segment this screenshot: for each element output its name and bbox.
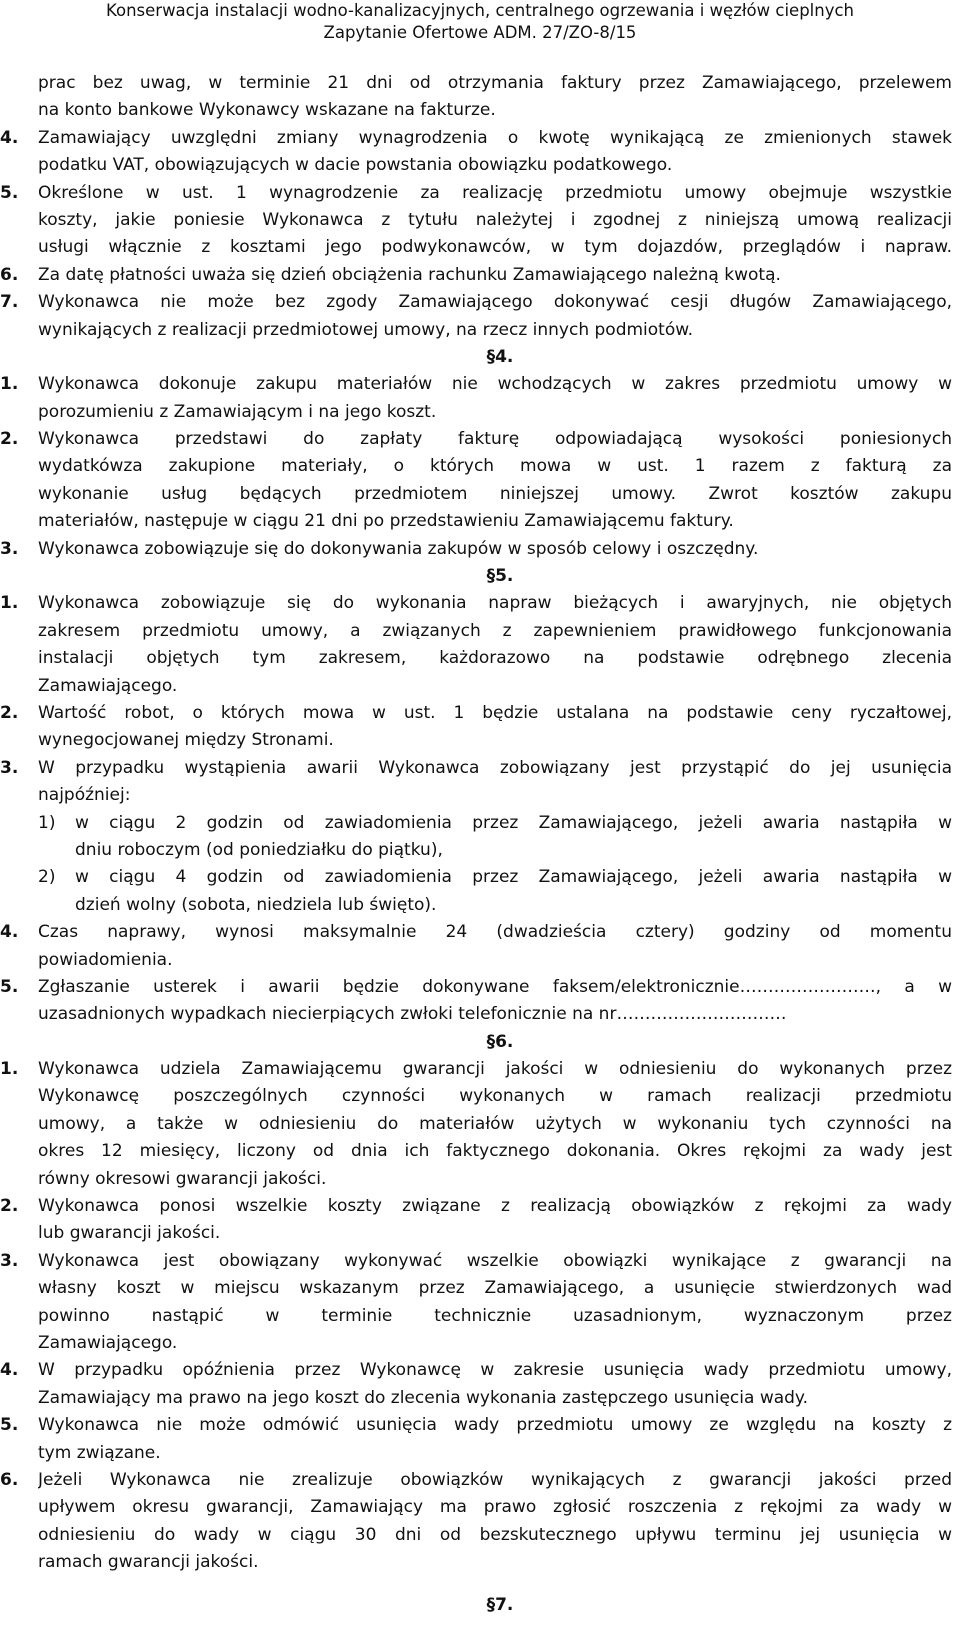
line-text: Wykonawca dokonuje zakupu materiałów nie wchodzących w zakres przedmiotu umowy w bbox=[38, 374, 952, 395]
line-text: Czas naprawy, wynosi maksymalnie 24 (dwadzieścia cztery) godziny od momentu bbox=[38, 922, 952, 943]
item-number: 4. bbox=[0, 1360, 19, 1381]
paragraph-line bbox=[0, 371, 960, 398]
section-heading: §7. bbox=[486, 1595, 514, 1616]
header-reference: Zapytanie Ofertowe ADM. 27/ZO-8/15 bbox=[323, 23, 637, 42]
paragraph-line bbox=[0, 1549, 960, 1576]
paragraph-line bbox=[0, 782, 960, 809]
line-text: odniesieniu do wady w ciągu 30 dni od bezskutecznego upływu terminu jej usunięcia w bbox=[38, 1524, 952, 1545]
paragraph-line bbox=[0, 317, 960, 344]
paragraph-line bbox=[0, 1056, 960, 1083]
header-title: Konserwacja instalacji wodno-kanalizacyjnych, centralnego ogrzewania i węzłów cieplnych bbox=[105, 1, 855, 20]
line-text: własny koszt w miejscu wskazanym przez Zamawiającego, a usunięcie stwierdzonych wad bbox=[38, 1278, 952, 1299]
paragraph-line bbox=[0, 1220, 960, 1247]
paragraph-line bbox=[0, 1494, 960, 1521]
line-text: w ciągu 4 godzin od zawiadomienia przez Zamawiającego, jeżeli awaria nastąpiła w bbox=[75, 867, 952, 888]
item-number: 2. bbox=[0, 1196, 19, 1217]
paragraph-line bbox=[0, 262, 960, 289]
paragraph-line bbox=[0, 673, 960, 700]
line-text: instalacji objętych tym zakresem, każdorazowo na podstawie odrębnego zlecenia bbox=[38, 648, 952, 669]
section-heading: §4. bbox=[486, 346, 514, 367]
document-body bbox=[0, 70, 960, 1620]
page-header bbox=[0, 0, 960, 44]
line-text: w ciągu 2 godzin od zawiadomienia przez Zamawiającego, jeżeli awaria nastąpiła w bbox=[75, 812, 952, 833]
line-text: Zamawiający uwzględni zmiany wynagrodzenia o kwotę wynikającą ze zmienionych stawek bbox=[38, 127, 952, 148]
item-number: 1. bbox=[0, 1059, 19, 1080]
line-text: upływem okresu gwarancji, Zamawiający ma prawo zgłosić roszczenia z rękojmi za wady w bbox=[38, 1497, 952, 1518]
paragraph-line bbox=[0, 508, 960, 535]
paragraph-line bbox=[0, 700, 960, 727]
paragraph-line bbox=[0, 755, 960, 782]
paragraph-line bbox=[0, 645, 960, 672]
paragraph-line bbox=[0, 453, 960, 480]
item-number: 1. bbox=[0, 374, 19, 395]
line-text: Określone w ust. 1 wynagrodzenie za realizację przedmiotu umowy obejmuje wszystkie bbox=[38, 182, 952, 203]
paragraph-line bbox=[0, 1083, 960, 1110]
line-text: zakresem przedmiotu umowy, a związanych z zapewnieniem prawidłowego funkcjonowania bbox=[38, 620, 952, 641]
paragraph-line bbox=[0, 180, 960, 207]
line-text: Wartość robot, o których mowa w ust. 1 będzie ustalana na podstawie ceny ryczałtowej, bbox=[38, 702, 952, 723]
item-number: 3. bbox=[0, 1250, 19, 1271]
paragraph-line bbox=[0, 1330, 960, 1357]
line-text: dniu roboczym (od poniedziałku do piątku), bbox=[75, 839, 443, 860]
item-number: 5. bbox=[0, 182, 19, 203]
line-text: na konto bankowe Wykonawcy wskazane na fakturze. bbox=[38, 100, 496, 121]
paragraph-line bbox=[0, 1440, 960, 1467]
line-text: okres 12 miesięcy, liczony od dnia ich faktycznego dokonania. Okres rękojmi za wady jest bbox=[38, 1141, 952, 1162]
line-text: Wykonawca nie może odmówić usunięcia wady przedmiotu umowy ze względu na koszty z bbox=[38, 1415, 952, 1436]
line-text: wydatkówza zakupione materiały, o których mowa w ust. 1 razem z fakturą za bbox=[38, 456, 952, 477]
line-text: ramach gwarancji jakości. bbox=[38, 1552, 259, 1573]
line-text: wynegocjowanej między Stronami. bbox=[38, 730, 334, 751]
paragraph-line bbox=[0, 618, 960, 645]
paragraph-line bbox=[0, 1001, 960, 1028]
paragraph-line bbox=[0, 97, 960, 124]
paragraph-line bbox=[0, 1357, 960, 1384]
line-text: powiadomienia. bbox=[38, 949, 173, 970]
line-text: wynikających z realizacji przedmiotowej umowy, na rzecz innych podmiotów. bbox=[38, 319, 693, 340]
sub-item-number: 2) bbox=[38, 867, 56, 888]
paragraph-line bbox=[0, 70, 960, 97]
line-text: Jeżeli Wykonawca nie zrealizuje obowiązków wynikających z gwarancji jakości przed bbox=[38, 1469, 952, 1490]
line-text: Za datę płatności uważa się dzień obciążenia rachunku Zamawiającego należną kwotą. bbox=[38, 264, 781, 285]
paragraph-line bbox=[0, 974, 960, 1001]
paragraph-line bbox=[0, 536, 960, 563]
paragraph-line bbox=[0, 1275, 960, 1302]
line-text: równy okresowi gwarancji jakości. bbox=[38, 1168, 327, 1189]
line-text: Zamawiającego. bbox=[38, 1332, 178, 1353]
section-heading: §6. bbox=[486, 1031, 514, 1052]
line-text: Wykonawcę poszczególnych czynności wykonanych w ramach realizacji przedmiotu bbox=[38, 1086, 952, 1107]
item-number: 3. bbox=[0, 757, 19, 778]
paragraph-line bbox=[0, 919, 960, 946]
paragraph-line bbox=[0, 1385, 960, 1412]
paragraph-line bbox=[0, 1303, 960, 1330]
paragraph-line bbox=[0, 727, 960, 754]
paragraph-line bbox=[0, 1111, 960, 1138]
paragraph-line bbox=[0, 590, 960, 617]
line-text: wykonanie usług będących przedmiotem niniejszej umowy. Zwrot kosztów zakupu bbox=[38, 483, 952, 504]
sub-item-line bbox=[0, 864, 960, 891]
sub-item-line bbox=[0, 810, 960, 837]
line-text: Wykonawca nie może bez zgody Zamawiającego dokonywać cesji długów Zamawiającego, bbox=[38, 292, 952, 313]
line-text: Wykonawca udziela Zamawiającemu gwarancji jakości w odniesieniu do wykonanych przez bbox=[38, 1059, 952, 1080]
paragraph-line bbox=[0, 234, 960, 261]
line-text: uzasadnionych wypadkach niecierpiących zwłoki telefonicznie na nr………………………… bbox=[38, 1004, 787, 1025]
line-text: prac bez uwag, w terminie 21 dni od otrzymania faktury przez Zamawiającego, przelewem bbox=[38, 73, 952, 93]
paragraph-line bbox=[0, 947, 960, 974]
paragraph-line bbox=[0, 426, 960, 453]
item-number: 1. bbox=[0, 593, 19, 614]
paragraph-line bbox=[0, 399, 960, 426]
line-text: umowy, a także w odniesieniu do materiałów użytych w wykonaniu tych czynności na bbox=[38, 1113, 952, 1134]
line-text: tym związane. bbox=[38, 1442, 161, 1463]
line-text: najpóźniej: bbox=[38, 785, 131, 806]
line-text: Wykonawca ponosi wszelkie koszty związane z realizacją obowiązków z rękojmi za wady bbox=[38, 1196, 952, 1217]
line-text: dzień wolny (sobota, niedziela lub święto). bbox=[75, 894, 437, 915]
paragraph-line bbox=[0, 1412, 960, 1439]
line-text: porozumieniu z Zamawiającym i na jego koszt. bbox=[38, 401, 437, 422]
paragraph-line bbox=[0, 1248, 960, 1275]
paragraph-line bbox=[0, 481, 960, 508]
line-text: koszty, jakie poniesie Wykonawca z tytułu należytej i zgodnej z niniejszą umową realizacji bbox=[38, 209, 952, 230]
paragraph-line bbox=[0, 125, 960, 152]
item-number: 5. bbox=[0, 976, 19, 997]
paragraph-line bbox=[0, 1467, 960, 1494]
line-text: Zamawiającego. bbox=[38, 675, 178, 696]
item-number: 4. bbox=[0, 127, 19, 148]
paragraph-line bbox=[0, 1138, 960, 1165]
line-text: Wykonawca zobowiązuje się do dokonywania zakupów w sposób celowy i oszczędny. bbox=[38, 538, 759, 559]
line-text: podatku VAT, obowiązujących w dacie powstania obowiązku podatkowego. bbox=[38, 155, 673, 176]
line-text: Wykonawca jest obowiązany wykonywać wszelkie obowiązki wynikające z gwarancji na bbox=[38, 1250, 952, 1271]
line-text: materiałów, następuje w ciągu 21 dni po przedstawieniu Zamawiającemu faktury. bbox=[38, 511, 734, 532]
paragraph-line bbox=[0, 289, 960, 316]
item-number: 3. bbox=[0, 538, 19, 559]
blank-space bbox=[0, 1576, 960, 1592]
line-text: Wykonawca przedstawi do zapłaty fakturę odpowiadającą wysokości poniesionych bbox=[38, 429, 952, 450]
line-text: Zamawiający ma prawo na jego koszt do zlecenia wykonania zastępczego usunięcia wady. bbox=[38, 1387, 808, 1408]
section-heading: §5. bbox=[486, 566, 514, 587]
item-number: 7. bbox=[0, 292, 19, 313]
paragraph-line bbox=[0, 1166, 960, 1193]
item-number: 5. bbox=[0, 1415, 19, 1436]
line-text: lub gwarancji jakości. bbox=[38, 1223, 221, 1244]
line-text: W przypadku wystąpienia awarii Wykonawca zobowiązany jest przystąpić do jej usunięcia bbox=[38, 757, 952, 778]
paragraph-line bbox=[0, 1522, 960, 1549]
item-number: 2. bbox=[0, 429, 19, 450]
sub-item-line bbox=[0, 837, 960, 864]
sub-item-number: 1) bbox=[38, 812, 56, 833]
line-text: powinno nastąpić w terminie technicznie uzasadnionym, wyznaczonym przez bbox=[38, 1305, 952, 1326]
line-text: Zgłaszanie usterek i awarii będzie dokonywane faksem/elektronicznie……………………, a w bbox=[38, 976, 952, 997]
paragraph-line bbox=[0, 207, 960, 234]
line-text: W przypadku opóźnienia przez Wykonawcę w zakresie usunięcia wady przedmiotu umowy, bbox=[38, 1360, 952, 1381]
line-text: Wykonawca zobowiązuje się do wykonania napraw bieżących i awaryjnych, nie objętych bbox=[38, 593, 952, 614]
item-number: 6. bbox=[0, 264, 19, 285]
sub-item-line bbox=[0, 892, 960, 919]
line-text: usługi włącznie z kosztami jego podwykonawców, w tym dojazdów, przeglądów i napraw. bbox=[38, 237, 952, 258]
item-number: 4. bbox=[0, 922, 19, 943]
item-number: 2. bbox=[0, 702, 19, 723]
paragraph-line bbox=[0, 152, 960, 179]
paragraph-line bbox=[0, 1193, 960, 1220]
item-number: 6. bbox=[0, 1469, 19, 1490]
